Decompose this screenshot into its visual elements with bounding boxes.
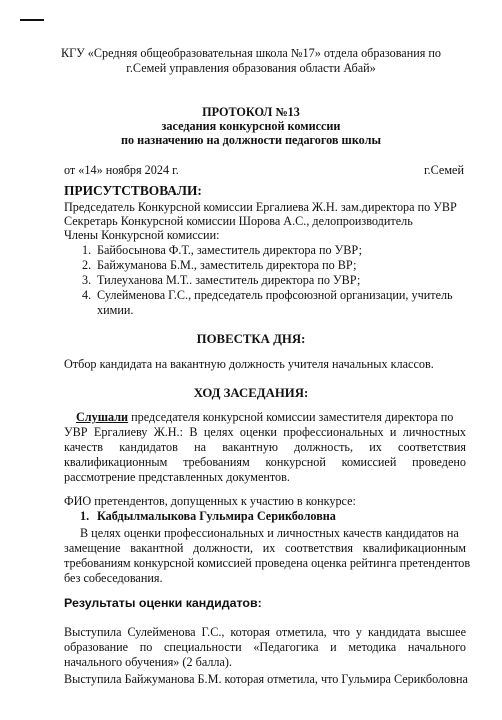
proceedings-heading: ХОД ЗАСЕДАНИЯ: (193, 386, 309, 400)
results-p1-line1: Выступила Сулейменова Г.С., которая отметила, что у кандидата высшее (64, 625, 466, 639)
member-num: 3. (82, 273, 92, 287)
heard-label: Слушали (76, 410, 129, 424)
evaluation-line4: без собеседования. (64, 571, 163, 585)
org-name-line2: г.Семей управления образования области Абай» (126, 61, 376, 75)
member-item: Байжуманова Б.М., заместитель директора по ВР; (97, 258, 357, 272)
heard-text-start: председателя конкурсной комиссии заместителя директора по (131, 410, 454, 424)
org-name-line1: КГУ «Средняя общеобразовательная школа №17» отдела образования по (60, 46, 442, 60)
applicant-name: Кабдылмалыкова Гульмира Серикболовна (97, 509, 336, 523)
protocol-city: г.Семей (423, 163, 464, 177)
evaluation-line3: требованиям конкурсной комиссией проведена оценка рейтинга претендентов (64, 556, 471, 570)
agenda-heading: ПОВЕСТКА ДНЯ: (196, 332, 306, 346)
results-p1-line2: образование по специальности «Педагогика и методика начального (64, 640, 466, 654)
heard-paragraph-line3: качеств кандидатов на вакантную должность, их соответствия (64, 440, 466, 454)
member-item: Сулейменова Г.С., председатель профсоюзной организации, учитель (97, 288, 453, 302)
secretary-line: Секретарь Конкурсной комиссии Шорова А.С., делопроизводитель (64, 214, 413, 228)
results-p2-line1: Выступила Байжуманова Б.М. которая отметила, что Гульмира Серикболовна (64, 672, 468, 686)
evaluation-line1: В целях оценки профессиональных и личностных качеств кандидатов на (80, 526, 459, 540)
applicant-num: 1. (80, 509, 90, 523)
heard-paragraph-line4: квалификационным требованиям конкурсной комиссией проведено (64, 455, 466, 469)
agenda-text: Отбор кандидата на вакантную должность учителя начальных классов. (64, 357, 434, 371)
protocol-date: от «14» ноября 2024 г. (64, 163, 179, 177)
members-label: Члены Конкурсной комиссии: (64, 228, 220, 242)
member-item: Байбосынова Ф.Т., заместитель директора по УВР; (97, 243, 362, 257)
present-heading: ПРИСУТСТВОВАЛИ: (64, 183, 202, 198)
evaluation-line2: замещение вакантной должности, их соответствия квалификационным (64, 541, 466, 555)
heard-paragraph-line1 (76, 410, 453, 425)
member-num: 4. (82, 288, 92, 302)
member-num: 2. (82, 258, 92, 272)
scan-mark (20, 19, 44, 21)
applicants-label: ФИО претендентов, допущенных к участию в конкурсе: (64, 494, 356, 508)
chair-line: Председатель Конкурсной комиссии Ергалиева Ж.Н. зам.директора по УВР (64, 200, 457, 214)
results-p1-line3: начального обучения» (2 балла). (64, 655, 233, 669)
results-heading: Результаты оценки кандидатов: (64, 596, 262, 610)
protocol-subtitle-2: по назначению на должности педагогов школы (121, 133, 381, 147)
heard-paragraph-line2: УВР Ергалиеву Ж.Н.: В целях оценки профессиональных и личностных (64, 425, 466, 439)
heard-paragraph-line5: рассмотрение представленных документов. (64, 470, 290, 484)
protocol-subtitle-1: заседания конкурсной комиссии (161, 119, 341, 133)
member-num: 1. (82, 243, 92, 257)
protocol-title: ПРОТОКОЛ №13 (202, 105, 300, 119)
member-item-continued: химии. (97, 303, 134, 317)
member-item: Тилеуханова М.Т.. заместитель директора по УВР; (97, 273, 361, 287)
